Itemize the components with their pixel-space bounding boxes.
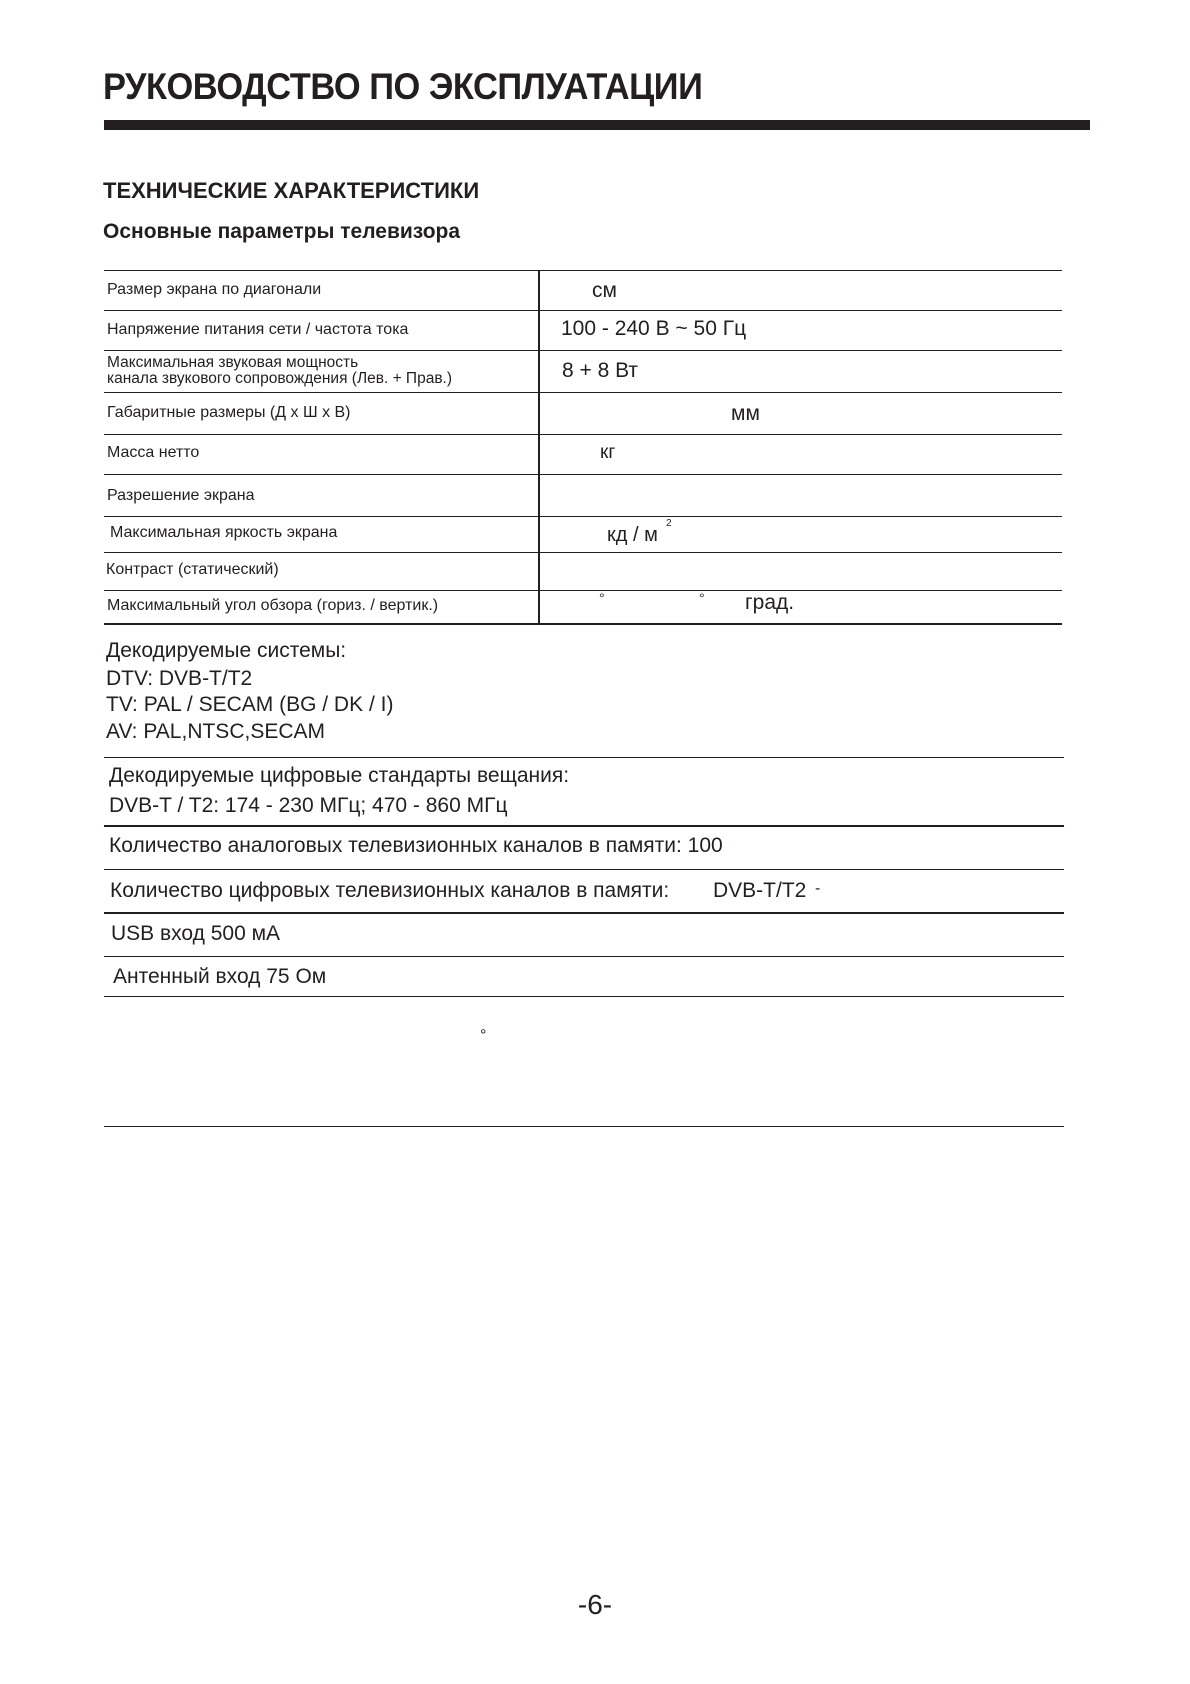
digital-channels-label: Количество цифровых телевизионных каналов в памяти: xyxy=(110,879,670,902)
usb-input: USB вход 500 мА xyxy=(111,922,281,945)
analog-channels: Количество аналоговых телевизионных каналов в памяти: 100 xyxy=(109,834,723,857)
table-rule xyxy=(104,434,1062,435)
subsection-title: Основные параметры телевизора xyxy=(103,220,461,243)
spec-label: Разрешение экрана xyxy=(107,487,255,504)
degree-symbol-vertical: ° xyxy=(699,590,705,606)
spec-label: Размер экрана по диагонали xyxy=(107,281,322,298)
spec-value: 8 + 8 Вт xyxy=(562,359,639,382)
spec-label-line1: Максимальная звуковая мощность xyxy=(107,354,359,371)
spec-value: град. xyxy=(745,591,795,614)
table-rule xyxy=(104,474,1062,475)
table-rule xyxy=(104,623,1062,625)
section-title: ТЕХНИЧЕСКИЕ ХАРАКТЕРИСТИКИ xyxy=(103,178,480,203)
page-number: -6- xyxy=(577,1589,613,1620)
spec-value: мм xyxy=(731,402,760,425)
degree-symbol-horizontal: ° xyxy=(599,590,605,606)
spec-value: см xyxy=(592,279,617,302)
systems-heading: Декодируемые системы: xyxy=(106,639,347,662)
digital-channels-dash: - xyxy=(815,880,821,897)
section-rule xyxy=(104,956,1064,957)
spec-label: Масса нетто xyxy=(107,444,200,461)
table-column-divider xyxy=(538,270,540,624)
spec-label: Напряжение питания сети / частота тока xyxy=(107,321,409,338)
section-rule xyxy=(104,757,1064,758)
spec-label: Контраст (статический) xyxy=(106,561,279,578)
section-rule xyxy=(104,912,1064,914)
section-rule xyxy=(104,869,1064,870)
table-rule xyxy=(104,590,1062,591)
spec-value-superscript: 2 xyxy=(666,518,672,529)
spec-label: Максимальная яркость экрана xyxy=(110,524,338,541)
table-rule xyxy=(104,270,1062,271)
table-rule xyxy=(104,516,1062,517)
spec-value: кг xyxy=(600,442,616,463)
title-underline-bar xyxy=(104,120,1090,130)
table-rule xyxy=(104,310,1062,311)
spec-value: кд / м xyxy=(607,524,658,546)
spec-label-line2: канала звукового сопровождения (Лев. + Прав.) xyxy=(107,370,453,387)
spec-value: 100 - 240 В ~ 50 Гц xyxy=(561,317,747,340)
section-rule xyxy=(104,996,1064,997)
antenna-input: Антенный вход 75 Ом xyxy=(113,965,327,988)
systems-dtv: DTV: DVB-T/T2 xyxy=(106,667,253,690)
table-rule xyxy=(104,552,1062,553)
systems-av: AV: PAL,NTSC,SECAM xyxy=(106,720,325,743)
section-rule xyxy=(104,825,1064,827)
digital-bands: DVB-T / T2: 174 - 230 МГц; 470 - 860 МГц xyxy=(109,794,508,817)
notes-bottom-rule xyxy=(104,1126,1064,1127)
digital-heading: Декодируемые цифровые стандарты вещания: xyxy=(109,764,570,787)
spec-label: Максимальный угол обзора (гориз. / вертик.) xyxy=(107,597,439,614)
page-title: РУКОВОДСТВО ПО ЭКСПЛУАТАЦИИ xyxy=(103,66,703,107)
systems-tv: TV: PAL / SECAM (BG / DK / I) xyxy=(106,693,394,716)
table-rule xyxy=(104,392,1062,393)
spec-label: Габаритные размеры (Д х Ш х В) xyxy=(107,404,351,421)
notes-degree-symbol: ° xyxy=(480,1027,487,1044)
table-rule xyxy=(104,350,1062,351)
digital-channels-standard: DVB-T/T2 xyxy=(713,879,807,902)
